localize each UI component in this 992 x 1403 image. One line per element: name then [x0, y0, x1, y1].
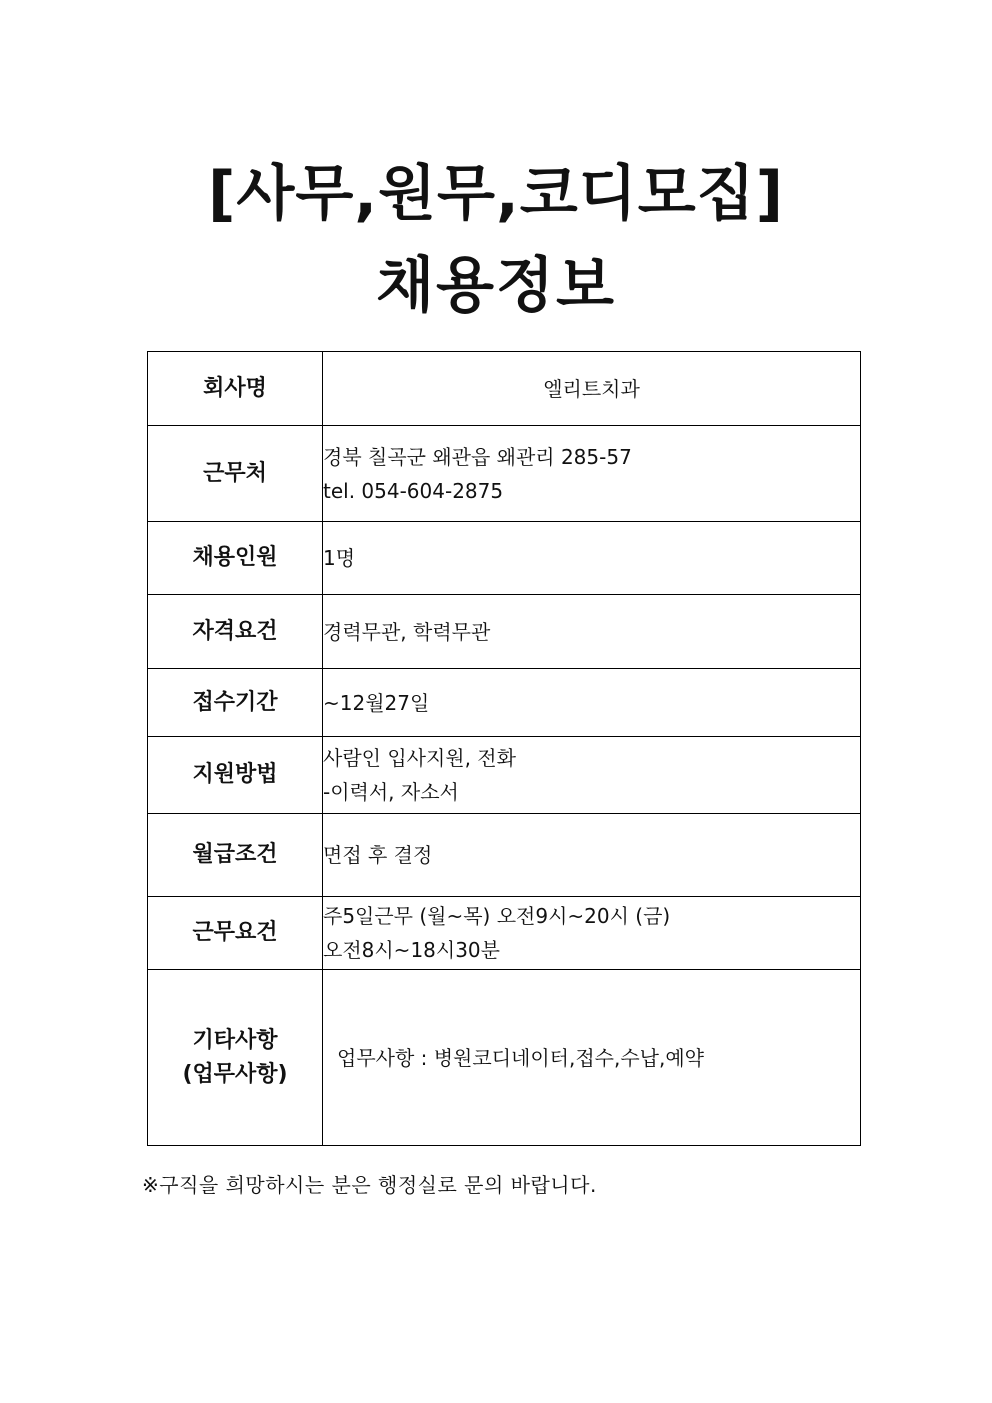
label-period: 접수기간 [148, 669, 323, 737]
label-apply-method: 지원방법 [148, 737, 323, 814]
recruitment-info-table [147, 351, 861, 1146]
value-salary: 면접 후 결정 [323, 814, 861, 897]
value-workplace [323, 426, 861, 522]
label-work-conditions: 근무요건 [148, 897, 323, 970]
table-row-headcount [148, 522, 861, 595]
workplace-address: 경북 칠곡군 왜관읍 왜관리 285-57 [323, 444, 632, 469]
page-title: [사무,원무,코디모집] [207, 159, 785, 229]
label-workplace: 근무처 [148, 426, 323, 522]
value-work-conditions: 주5일근무 (월~목) 오전9시~20시 (금) 오전8시~18시30분 [323, 897, 861, 970]
table-row-company [148, 352, 861, 426]
value-headcount: 1명 [323, 522, 861, 595]
value-company: 엘리트치과 [323, 352, 861, 426]
table-row-period [148, 669, 861, 737]
table-row-etc [148, 970, 861, 1146]
page-subtitle: 채용정보 [376, 251, 616, 321]
label-qualification: 자격요건 [148, 595, 323, 669]
label-etc: 기타사항 (업무사항) [148, 970, 323, 1146]
footer-note: ※구직을 희망하시는 분은 행정실로 문의 바랍니다. [142, 1173, 597, 1197]
value-apply-method: 사람인 입사지원, 전화 -이력서, 자소서 [323, 737, 861, 814]
value-etc: 업무사항 : 병원코디네이터,접수,수납,예약 [323, 970, 861, 1146]
label-company: 회사명 [148, 352, 323, 426]
workplace-phone: tel. 054-604-2875 [323, 478, 504, 503]
value-period: ~12월27일 [323, 669, 861, 737]
table-row-qualification [148, 595, 861, 669]
table-row-apply-method [148, 737, 861, 814]
label-salary: 월급조건 [148, 814, 323, 897]
label-headcount: 채용인원 [148, 522, 323, 595]
table-row-workplace [148, 426, 861, 522]
table-row-work-conditions [148, 897, 861, 970]
table-row-salary [148, 814, 861, 897]
value-qualification: 경력무관, 학력무관 [323, 595, 861, 669]
